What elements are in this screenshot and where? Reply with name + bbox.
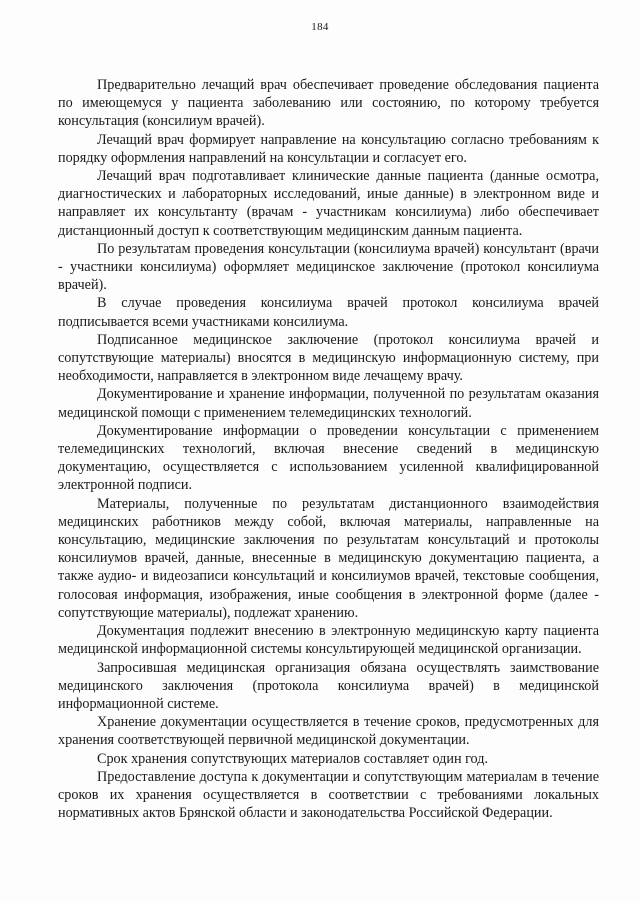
paragraph: Запросившая медицинская организация обязана осуществлять заимствование медицинского заключения (протокола консилиума врачей) в медицинской информационной системе. xyxy=(58,659,599,712)
paragraph: В случае проведения консилиума врачей протокол консилиума врачей подписывается всеми участниками консилиума. xyxy=(58,295,599,330)
paragraph: Материалы, полученные по результатам дистанционного взаимодействия медицинских работников между собой, включая материалы, направленные на консультацию, медицинские заключения по результатам консультаций и протоколы консилиумов врачей, данные, внесенные в медицинскую документацию пациента, а также аудио- и видеозаписи консультаций и консилиумов врачей, текстовые сообщения, голосовая информация, изображения, иные сообщения в электронной форме (далее - сопутствующие материалы), подлежат хранению. xyxy=(58,495,599,621)
paragraph: Документирование информации о проведении консультации с применением телемедицинских технологий, включая внесение сведений в медицинскую документацию, осуществляется с использованием усиленной квалифицированной электронной подписи. xyxy=(58,422,599,494)
paragraph: Хранение документации осуществляется в течение сроков, предусмотренных для хранения соответствующей первичной медицинской документации. xyxy=(58,714,599,749)
paragraph: Срок хранения сопутствующих материалов составляет один год. xyxy=(97,750,488,767)
paragraph: По результатам проведения консультации (консилиума врачей) консультант (врачи - участники консилиума) оформляет медицинское заключение (протокол консилиума врачей). xyxy=(58,240,599,294)
paragraph: Документация подлежит внесению в электронную медицинскую карту пациента медицинской информационной системы консультирующей медицинской организации. xyxy=(58,623,599,658)
paragraph: Лечащий врач формирует направление на консультацию согласно требованиям к порядку оформления направлений на консультации и согласует его. xyxy=(58,131,599,166)
paragraph: Документирование и хранение информации, полученной по результатам оказания медицинской помощи с применением телемедицинских технологий. xyxy=(58,386,599,421)
paragraph: Предварительно лечащий врач обеспечивает проведение обследования пациента по имеющемуся у пациента заболеванию или состоянию, по которому требуется консультация (консилиум врачей). xyxy=(58,77,599,130)
document-body xyxy=(58,76,599,822)
page-number: 184 xyxy=(311,21,329,33)
paragraph: Предоставление доступа к документации и сопутствующим материалам в течение сроков их хранения осуществляется в соответствии с требованиями локальных нормативных актов Брянской области и законодательства Российской Федерации. xyxy=(58,768,599,822)
paragraph: Лечащий врач подготавливает клинические данные пациента (данные осмотра, диагностических и лабораторных исследований, иные данные) в электронном виде и направляет их консультанту (врачам - участникам консилиума) либо обеспечивает дистанционный доступ к соответствующим медицинским данным пациента. xyxy=(58,168,599,239)
paragraph: Подписанное медицинское заключение (протокол консилиума врачей и сопутствующие материалы) вносятся в медицинскую информационную систему, при необходимости, направляется в электронном виде лечащему врачу. xyxy=(58,331,599,385)
